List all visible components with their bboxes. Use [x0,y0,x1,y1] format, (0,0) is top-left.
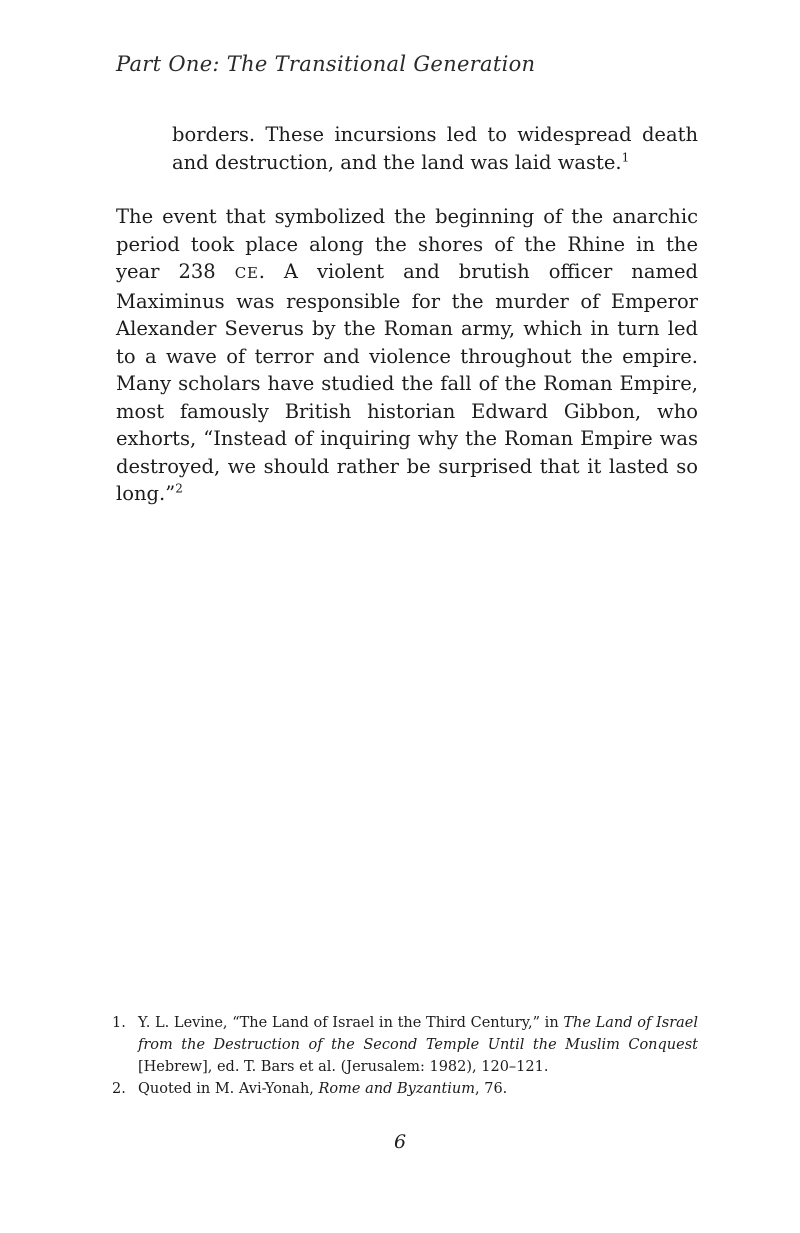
year: 238 [178,260,216,283]
body-paragraph [116,203,698,508]
footnote-1 [112,1012,698,1078]
page-number: 6 [393,1131,407,1153]
footnote-2 [112,1078,698,1100]
era-abbreviation: CE [234,264,259,282]
footnote-citation: Y. L. Levine, “The Land of Israel in the Third Century,” in [138,1015,564,1031]
block-quote-continuation [172,121,698,176]
footnote-ref-1[interactable]: 1 [621,150,630,164]
footnote-text [138,1078,698,1100]
footnote-book-title: Rome and Byzantium [318,1081,475,1097]
block-quote-text: borders. These incursions led to widespread death and destruction, and the land was laid waste. [172,123,698,174]
paragraph-text-end: . A violent and brutish officer named Maximinus was responsible for the murder of Emperor Alexander Severus by the Roman army, which in turn led to a wave of terror and violence throughout the empire. Many scholars have studied the fall of the Roman Empire, most famously British historian Edward Gibbon, who exhorts, “Instead of inquiring why the Roman Empire was destroyed, we should rather be surprised that it lasted so long.” [116,260,699,505]
paragraph-text-start: The event that symbolized the beginning of the anarchic period took place along the shores of the Rhine in the year [116,205,698,283]
footnote-citation-suffix: , 76. [475,1081,508,1097]
footnote-citation: Quoted in M. Avi-Yonah, [138,1081,319,1097]
footnote-book-title: The Land of Israel from the Destruction of the Second Temple Until the Muslim Conquest [138,1015,698,1053]
footnote-citation-suffix: [Hebrew], ed. T. Bars et al. (Jerusalem: 1982), 120–121. [138,1059,549,1075]
footnotes [112,1012,698,1100]
running-head: Part One: The Transitional Generation [116,52,536,76]
footnote-ref-2[interactable]: 2 [175,481,183,496]
footnote-number: 2. [112,1081,126,1097]
footnote-number: 1. [112,1015,126,1031]
footnote-text [138,1012,698,1078]
